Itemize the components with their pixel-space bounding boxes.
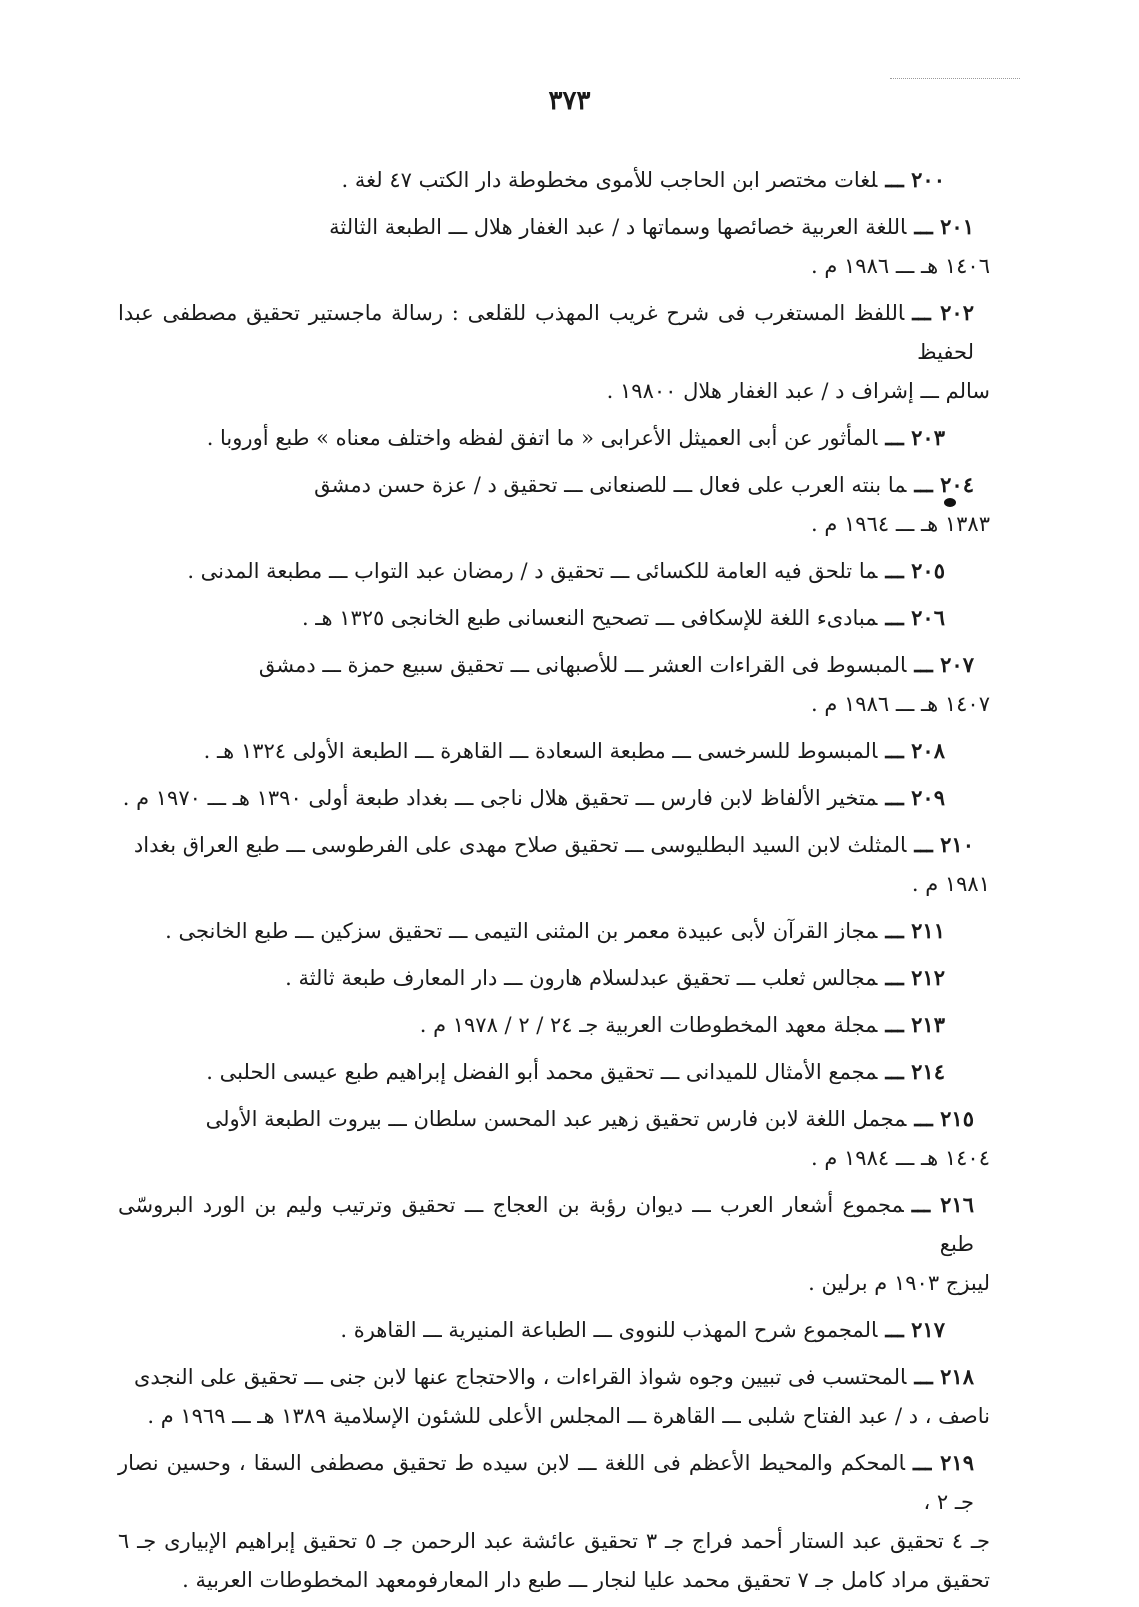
entry-continuation: ١٤٠٦ هـ ـــ ١٩٨٦ م . (811, 254, 990, 278)
entry-text: مبادىء اللغة للإسكافى ـــ تصحيح النعسانى طبع الخانجى ١٣٢٥ هـ . (301, 606, 878, 630)
entry-number: ٢٠٢ ـــ (912, 300, 974, 325)
bibliography-entry (118, 1052, 990, 1092)
bibliography-entry (118, 645, 990, 724)
entry-first-line (118, 207, 990, 247)
entry-first-line (118, 731, 990, 771)
entry-first-line (118, 911, 990, 951)
bibliography-entry (118, 160, 990, 200)
entry-continuation: سالم ـــ إشراف د / عبد الغفار هلال ١٩٨٠٠ . (606, 379, 990, 403)
bibliography-entry (118, 1099, 990, 1178)
entry-text: ما بنته العرب على فعال ـــ للصنعانى ـــ تحقيق د / عزة حسن دمشق (314, 473, 907, 497)
bibliography-entry (118, 418, 990, 458)
entry-first-line (118, 1185, 990, 1264)
entry-text: مجمع الأمثال للميدانى ـــ تحقيق محمد أبو الفضل إبراهيم طبع عيسى الحلبى . (206, 1060, 878, 1084)
entry-continuation: جـ ٤ تحقيق عبد الستار أحمد فراج جـ ٣ تحقيق عائشة عبد الرحمن جـ ٥ تحقيق إبراهيم الإبيارى جـ ٦ تحقيق مراد كامل جـ ٧ تحقيق محمد عليا لنجار ـــ طبع دار المعارفومعهد المخطوطات العربية . (118, 1529, 990, 1592)
entry-text: لغات مختصر ابن الحاجب للأموى مخطوطة دار الكتب ٤٧ لغة . (341, 168, 878, 192)
entry-continuation: ١٩٨١ م . (911, 872, 990, 896)
bibliography-entry (118, 1357, 990, 1436)
entry-first-line (118, 1443, 990, 1522)
entry-number: ٢٠٦ ـــ (885, 605, 945, 630)
entry-first-line (118, 1005, 990, 1045)
entry-number: ٢٠١ ـــ (914, 214, 974, 239)
entry-text: مجلة معهد المخطوطات العربية جـ ٢٤ / ٢ / ١٩٧٨ م . (419, 1013, 878, 1037)
entry-number: ٢١٥ ـــ (914, 1106, 974, 1131)
entry-text: مجمل اللغة لابن فارس تحقيق زهير عبد المحسن سلطان ـــ بيروت الطبعة الأولى (205, 1107, 907, 1131)
bibliography-entry (118, 778, 990, 818)
entry-text: المحكم والمحيط الأعظم فى اللغة ـــ لابن سيده ط تحقيق مصطفى السقا ، وحسين نصار جـ ٢ ، (118, 1451, 974, 1514)
entry-text: المبسوط فى القراءات العشر ـــ للأصبهانى ـــ تحقيق سبيع حمزة ـــ دمشق (258, 653, 907, 677)
entry-first-line (118, 1099, 990, 1139)
bibliography-entry (118, 1185, 990, 1303)
entry-number: ٢٠٥ ـــ (885, 558, 945, 583)
entry-text: المجموع شرح المهذب للنووى ـــ الطباعة المنيرية ـــ القاهرة . (340, 1318, 878, 1342)
bibliography-entry (118, 911, 990, 951)
bibliography-entry (118, 598, 990, 638)
entry-number: ٢١٤ ـــ (885, 1059, 945, 1084)
entry-number: ٢٠٠ ـــ (885, 167, 945, 192)
entry-first-line (118, 551, 990, 591)
entry-first-line (118, 645, 990, 685)
entry-first-line (118, 598, 990, 638)
bibliography-entry (118, 551, 990, 591)
entry-number: ٢١١ ـــ (885, 918, 945, 943)
entry-text: اللفظ المستغرب فى شرح غريب المهذب للقلعى : رسالة ماجستير تحقيق مصطفى عبدا لحفيظ (118, 301, 974, 364)
entry-first-line (118, 825, 990, 865)
entry-number: ٢١٨ ـــ (914, 1364, 974, 1389)
entry-first-line (118, 160, 990, 200)
entry-first-line (118, 1357, 990, 1397)
entry-text: ما تلحق فيه العامة للكسائى ـــ تحقيق د / رمضان عبد التواب ـــ مطبعة المدنى . (187, 559, 878, 583)
entry-first-line (118, 778, 990, 818)
bibliography-entry (118, 1005, 990, 1045)
entry-number: ٢١٣ ـــ (885, 1012, 945, 1037)
entry-number: ٢٠٤ ـــ (914, 472, 974, 497)
entry-number: ٢١٦ ـــ (911, 1192, 974, 1217)
bibliography-entry (118, 1443, 990, 1600)
entry-text: مجالس ثعلب ـــ تحقيق عبدلسلام هارون ـــ دار المعارف طبعة ثالثة . (285, 966, 878, 990)
entry-number: ٢٠٩ ـــ (885, 785, 945, 810)
entry-number: ٢٠٨ ـــ (885, 738, 945, 763)
entry-number: ٢١٧ ـــ (885, 1317, 945, 1342)
entry-number: ٢١٩ ـــ (912, 1450, 974, 1475)
bibliography-list (118, 160, 990, 1607)
entry-first-line (118, 418, 990, 458)
entry-text: المثلث لابن السيد البطليوسى ـــ تحقيق صلاح مهدى على الفرطوسى ـــ طبع العراق بغداد (133, 833, 907, 857)
entry-text: متخير الألفاظ لابن فارس ـــ تحقيق هلال ناجى ـــ بغداد طبعة أولى ١٣٩٠ هـ ـــ ١٩٧٠ م . (122, 786, 878, 810)
entry-first-line (118, 1052, 990, 1092)
entry-continuation: ١٤٠٧ هـ ـــ ١٩٨٦ م . (811, 692, 990, 716)
entry-number: ٢١٢ ـــ (885, 965, 945, 990)
entry-number: ٢٠٧ ـــ (914, 652, 974, 677)
page-number: ٣٧٣ (548, 86, 591, 116)
entry-text: مجاز القرآن لأبى عبيدة معمر بن المثنى التيمى ـــ تحقيق سزكين ـــ طبع الخانجى . (165, 919, 878, 943)
entry-number: ٢٠٣ ـــ (885, 425, 945, 450)
entry-first-line (118, 293, 990, 372)
entry-number: ٢١٠ ـــ (914, 832, 974, 857)
entry-first-line (118, 1310, 990, 1350)
bibliography-entry (118, 958, 990, 998)
bibliography-entry (118, 465, 990, 544)
entry-text: المبسوط للسرخسى ـــ مطبعة السعادة ـــ القاهرة ـــ الطبعة الأولى ١٣٢٤ هـ . (203, 739, 878, 763)
bibliography-entry (118, 1310, 990, 1350)
entry-continuation: ناصف ، د / عبد الفتاح شلبى ـــ القاهرة ـــ المجلس الأعلى للشئون الإسلامية ١٣٨٩ هـ ـــ ١٩٦٩ م . (147, 1404, 990, 1428)
entry-continuation: ١٣٨٣ هـ ـــ ١٩٦٤ م . (811, 512, 990, 536)
bibliography-entry (118, 825, 990, 904)
entry-text: المأثور عن أبى العميثل الأعرابى « ما اتفق لفظه واختلف معناه » طبع أوروبا . (206, 426, 878, 450)
bibliography-entry (118, 207, 990, 286)
entry-text: مجموع أشعار العرب ـــ ديوان رؤبة بن العجاج ـــ تحقيق وترتيب وليم بن الورد البروسّى طبع (118, 1193, 974, 1256)
bibliography-entry (118, 293, 990, 411)
entry-continuation: ١٤٠٤ هـ ـــ ١٩٨٤ م . (811, 1146, 990, 1170)
bibliography-entry (118, 731, 990, 771)
top-rule (890, 78, 1020, 79)
entry-first-line (118, 465, 990, 505)
entry-continuation: ليبزج ١٩٠٣ م برلين . (808, 1271, 990, 1295)
entry-text: اللغة العربية خصائصها وسماتها د / عبد الغفار هلال ـــ الطبعة الثالثة (329, 215, 907, 239)
entry-first-line (118, 958, 990, 998)
entry-text: المحتسب فى تبيين وجوه شواذ القراءات ، والاحتجاج عنها لابن جنى ـــ تحقيق على النجدى (133, 1365, 907, 1389)
